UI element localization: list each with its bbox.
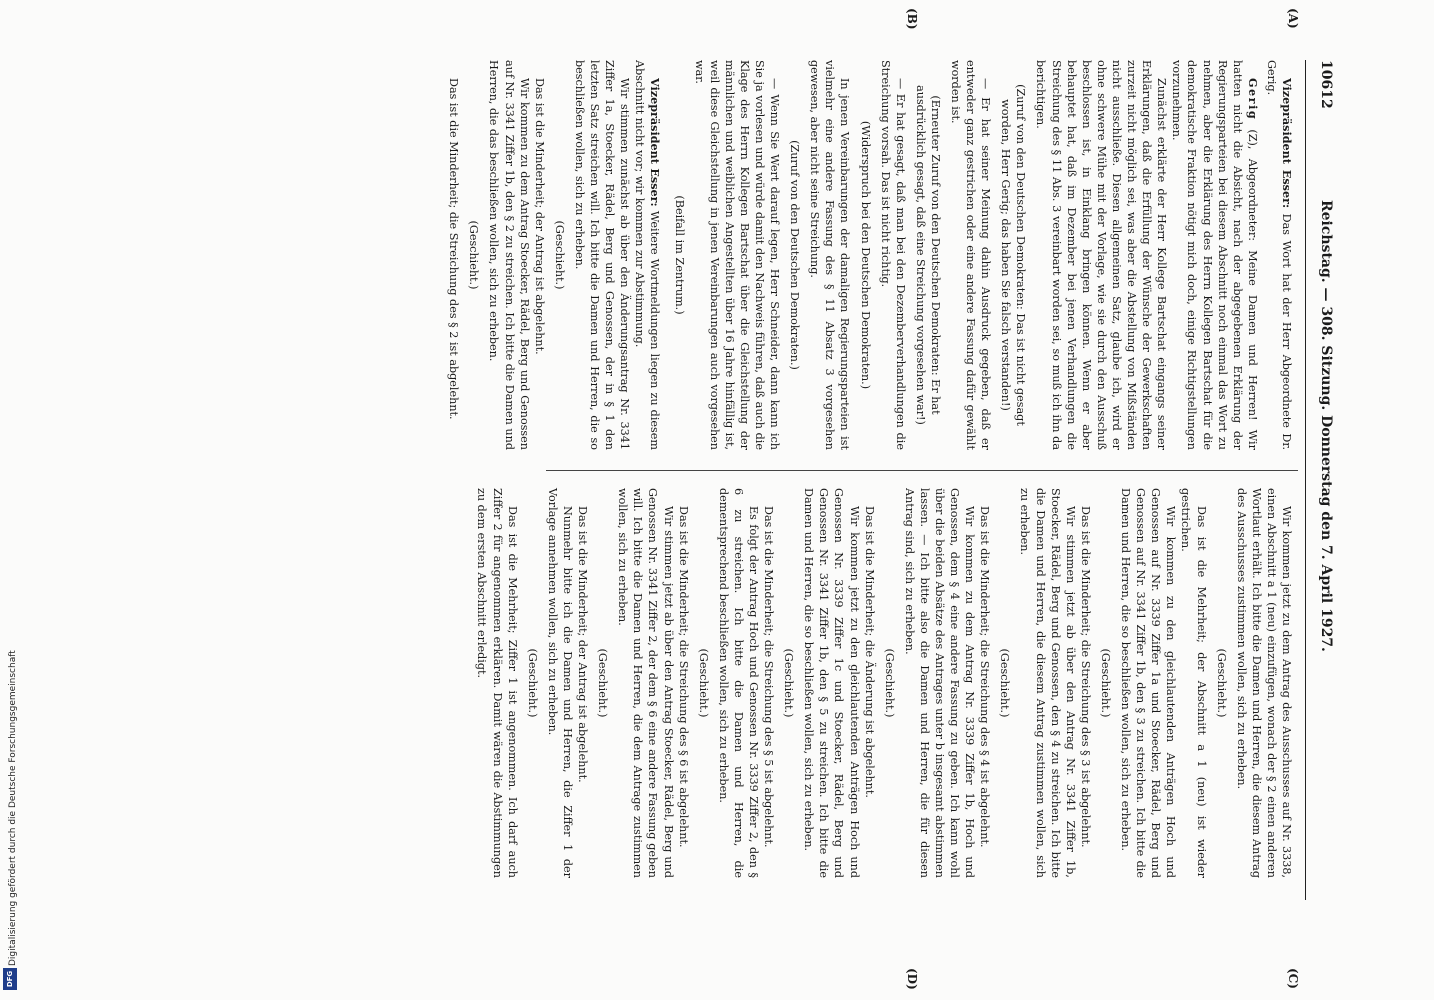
paragraph: — Er hat seiner Meinung dahin Ausdruck gegeben, daß er entweder ganz gestrichen oder eine andere Fassung dafür gewählt worden ist.: [949, 60, 993, 450]
right-column: [475, 488, 1294, 878]
paragraph: Wir kommen jetzt zu dem Antrag des Ausschusses auf Nr. 3338, einen Abschnitt a 1 (neu) einzufügen, wonach der § 2 einen anderen Wortlaut erhält. Ich bitte die Damen und Herren, die diesem Antrag des Ausschusses zustimmen wollen, sich zu erheben.: [1234, 488, 1293, 878]
paragraph: Wir kommen jetzt zu den gleichlautenden Anträgen Hoch und Genossen Nr. 3339 Ziffer 1c und Stoecker, Rädel, Berg und Genossen Nr. 3341 Ziffer 1b, den § 5 zu streichen. Ich bitte die Damen und Herren, die so beschließen wollen, sich zu erheben.: [802, 488, 861, 878]
interjection: (Geschieht.): [782, 648, 796, 718]
interjection: (Geschieht.): [552, 220, 566, 290]
interjection: (Geschieht.): [882, 648, 896, 718]
paragraph: In jenen Vereinbarungen der damaligen Regierungsparteien ist vielmehr eine andere Fassung des § 11 Absatz 3 vorgesehen gewesen, aber nicht seine Streichung.: [808, 60, 852, 450]
credit-text: Digitalisierung gefördert durch die Deutsche Forschungsgemeinschaft: [8, 650, 18, 966]
interjection: (Geschieht.): [596, 648, 610, 718]
paragraph: Wir stimmen zunächst ab über den Änderungsantrag Nr. 3341 Ziffer 1a, Stoecker, Rädel, Berg und Genossen, der in § 1 den letzten Satz streichen will. Ich bitte die Damen und Herren, die so beschließen wollen, sich zu erheben.: [572, 60, 632, 450]
spacer: [662, 60, 666, 450]
paragraph: Wir kommen zu dem Antrag Stoecker, Rädel, Berg und Genossen auf Nr. 3341 Ziffer 1b, den § 2 zu streichen. Ich bitte die Damen und Herren, die das beschließen wollen, sich zu erheben.: [487, 60, 531, 450]
interjection: (Zuruf von den Deutschen Demokraten: Das ist nicht gesagt worden, Herr Gerig; das haben Sie falsch verstanden!): [999, 84, 1028, 426]
interjection: (Geschieht.): [525, 648, 539, 718]
header-title: Reichstag. — 308. Sitzung. Donnerstag den 7. April 1927.: [1318, 200, 1334, 652]
paragraph: [1264, 60, 1294, 450]
interjection: (Zuruf von den Deutschen Demokraten.): [788, 140, 802, 370]
interjection: (Erneuter Zuruf von den Deutschen Demokraten: Er hat ausdrücklich gesagt, daß eine Streichung vorgesehen war!): [913, 85, 942, 425]
paragraph: Das ist die Minderheit; die Streichung des § 5 ist abgelehnt.: [762, 506, 776, 848]
interjection: (Geschieht.): [998, 648, 1012, 718]
margin-mark-d: (D): [905, 968, 919, 990]
dfg-logo: [3, 968, 17, 990]
page-number: 10612: [1318, 60, 1334, 109]
interjection: (Geschieht.): [467, 220, 481, 290]
paragraph: Das ist die Minderheit; die Streichung des § 6 ist abgelehnt.: [676, 506, 690, 848]
paragraph: Das ist die Minderheit; die Streichung des § 2 ist abgelehnt.: [447, 78, 461, 420]
column-divider: [546, 470, 1298, 471]
interjection: (Geschieht.): [1098, 648, 1112, 718]
paragraph: Wir stimmen jetzt ab über den Antrag Stoecker, Rädel, Berg und Genossen Nr. 3341 Ziffer 2, der dem § 6 eine andere Fassung geben will. Ich bitte die Damen und Herren, die dem Antrage zustimmen wollen, sich zu erheben.: [616, 488, 675, 878]
header-rule: [1305, 60, 1306, 900]
paragraph: Das ist die Mehrheit; Ziffer 1 ist angenommen. Ich darf auch Ziffer 2 für angenommen erklären. Damit wären die Abstimmungen zu dem ersten Abschnitt erledigt.: [475, 488, 519, 878]
paragraph: Nunmehr bitte ich die Damen und Herren, die Ziffer 1 der Vorlage annehmen wollen, sich zu erheben.: [545, 488, 574, 878]
dfg-logo-text: DFG: [6, 970, 14, 988]
interjection: (Beifall im Zentrum.): [672, 195, 686, 315]
interjection: (Geschieht.): [696, 648, 710, 718]
speaker-name: Vizepräsident Esser:: [648, 78, 663, 207]
paragraph: Das ist die Minderheit; der Antrag ist abgelehnt.: [576, 506, 590, 783]
paragraph: [1169, 60, 1260, 450]
speaker-name: Vizepräsident Esser:: [1280, 78, 1294, 209]
margin-mark-c: (C): [1286, 968, 1300, 989]
paragraph: Wir kommen zu den gleichlautenden Anträgen Hoch und Genossen auf Nr. 3339 Ziffer 1a und Stoecker, Rädel, Berg und Genossen auf Nr. 3341 Ziffer 1b, den § 3 zu streichen. Ich bitte die Damen und Herren, die so beschließen wollen, sich zu erheben.: [1119, 488, 1178, 878]
digitization-credit: [4, 600, 18, 992]
speaker-name: Gerig: [1245, 78, 1260, 121]
paragraph: — Wenn Sie Wert darauf legen, Herr Schneider, dann kann ich Sie ja vorlesen und würde damit den Nachweis führen, daß auch die Klage des Herrn Kollegen Bartschat über die Gleichstellung der männlichen und weiblichen Angestellten über 16 Jahre hinfällig ist, weil diese Gleichstellung in jenen Vereinbarungen auch vorgesehen war.: [692, 60, 782, 450]
spacer: [1260, 60, 1264, 450]
paragraph: Wir stimmen jetzt ab über den Antrag Nr. 3341 Ziffer 1b, Stoecker, Rädel, Berg und Genossen, den § 4 zu streichen. Ich bitte die Damen und Herren, die diesem Antrag zustimmen wollen, sich zu erheben.: [1018, 488, 1077, 878]
paragraph-text: (Z), Abgeordneter: Meine Damen und Herren! Wir hatten nicht die Absicht, nach der abgegebenen Erklärung der Regierungsparteien bei diesem Abschnitt noch einmal das Wort zu nehmen, aber die Erklärung des Herrn Kollegen Bartschat für die demokratische Fraktion nötigt mich doch, einige Richtigstellungen vorzunehmen.: [1170, 60, 1259, 450]
paragraph: Das ist die Minderheit; die Streichung des § 4 ist abgelehnt.: [978, 506, 992, 848]
paragraph: [632, 60, 662, 450]
page-header: [1308, 60, 1334, 900]
paragraph: Das ist die Minderheit; der Antrag ist abgelehnt.: [532, 78, 546, 355]
interjection: (Geschieht.): [1214, 648, 1228, 718]
paragraph-text: Das Wort hat der Herr Abgeordnete Dr. Gerig.: [1264, 60, 1293, 451]
paragraph: Zunächst erklärte der Herr Kollege Bartschat eingangs seiner Erklärungen, daß die Erfüllung der Wünsche der Gewerkschaften zurzeit nicht möglich sei, was aber die Abstellung von Mißständen nicht ausschließe. Diesen allgemeinen Satz, glaube ich, wird er ohne schwere Mühe mit der Vorlage, wie sie durch den Ausschuß beschlossen ist, in Einklang bringen können. Wenn er aber behauptet hat, daß im Dezember bei jenen Verhandlungen die Streichung des § 11 Abs. 3 vereinbart worden sei, so muß ich ihn da berichtigen.: [1034, 60, 1169, 450]
paragraph: Wir kommen zu dem Antrag Nr. 3339 Ziffer 1b, Hoch und Genossen, dem § 4 eine andere Fassung zu geben. Ich kann wohl über die beiden Absätze des Antrages unter b insgesamt abstimmen lassen. — Ich bitte also die Damen und Herren, die für diesen Antrag sind, sich zu erheben.: [902, 488, 977, 878]
margin-mark-b: (B): [905, 8, 919, 30]
interjection: (Widerspruch bei den Deutschen Demokraten.): [858, 120, 872, 390]
left-column: [447, 60, 1294, 451]
paragraph: Das ist die Minderheit; die Streichung des § 3 ist abgelehnt.: [1078, 506, 1092, 848]
document-page: [74, 8, 1374, 990]
paragraph: Das ist die Mehrheit; der Abschnitt a 1 (neu) ist wieder gestrichen.: [1179, 488, 1208, 878]
paragraph-text: Weitere Wortmeldungen liegen zu diesem Abschnitt nicht vor; wir kommen zur Abstimmung.: [633, 60, 662, 451]
paragraph: — Er hat gesagt, daß man bei den Dezemberverhandlungen die Streichung vorsah. Das ist nicht richtig.: [878, 60, 907, 450]
paragraph: Es folgt der Antrag Hoch und Genossen Nr. 3339 Ziffer 2, den § 6 zu streichen. Ich bitte die Damen und Herren, die dementsprechend beschließen wollen, sich zu erheben.: [716, 488, 760, 878]
paragraph: Das ist die Minderheit; die Änderung ist abgelehnt.: [862, 506, 876, 798]
margin-mark-a: (A): [1286, 8, 1300, 29]
